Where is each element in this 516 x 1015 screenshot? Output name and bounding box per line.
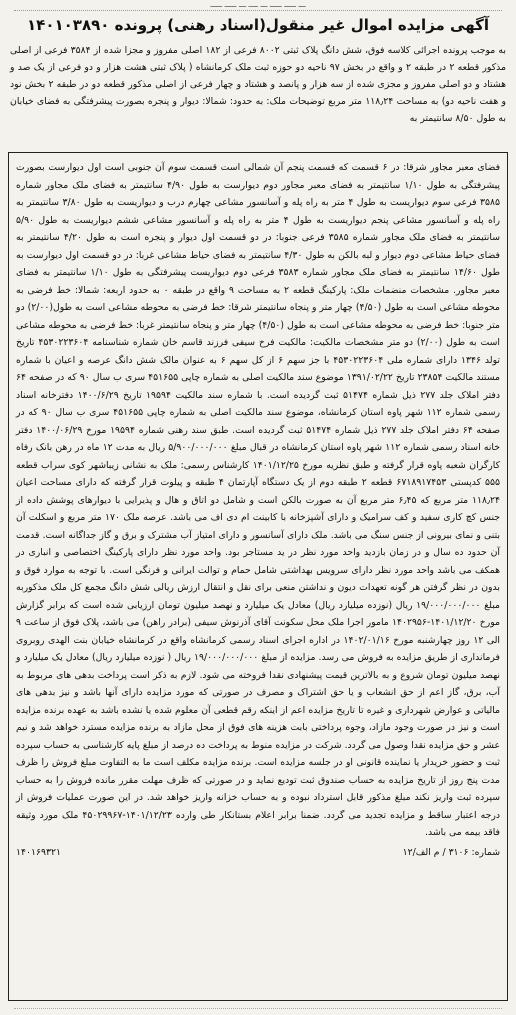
bottom-divider bbox=[14, 1008, 502, 1009]
notice-body-text: فضای معبر مجاور شرقا: در ۶ قسمت که قسمت پنجم آن شمالی است قسمت سوم آن جنوبی است اول دیوارست بصورت پیشرفتگی به طول ۱/۱۰ سانتیمتر به فضای معبر مجاور دوم دیوارست به طول ۴/۹۰ سانتیمتر به فضای ملک مجاور شماره ۳۵۸۵ فرعی سوم دیواریست به طول ۴ متر به راه پله و آسانسور مشاعی چهارم درب و دیواریست به طول ۳/۸۰ سانتیمتر به راه پله و آسانسور مشاعی پنجم دیواریست به طول ۴ متر به راه پله و آسانسور مشاعی ششم دیواریست به طول ۵/۹۰ سانتیمتر به فضای ملک مجاور شماره ۳۵۸۵ فرعی جنوبا: در دو قسمت اول دیوار و پنجره است به طول ۴/۲۰ سانتیمتر به فضای حیاط مشاعی دوم دیوار و لبه بالکن به طول ۴/۳۰ سانتیمتر به فضای حیاط مشاعی غربا: در دو قسمت اول دیوارست به طول ۱۴/۶۰ سانتیمتر به فضای ملک مجاور شماره ۳۵۸۳ فرعی دوم دیواریست پیشرفتگی به طول ۱/۱۰ سانتیمتر به فضای معبر مجاور. مشخصات منضمات ملک: پارکینگ قطعه ۲ به مساحت ۹ واقع در طبقه ۰ به حدود اربعه: شمالا: خط فرضی به محوطه مشاعی است به طول (۴/۵۰) چهار متر و پنجاه سانتیمتر شرقا: خط فرضی به محوطه مشاعی است به طول(۲/۰۰) دو متر جنوبا: خط فرضی به محوطه مشاعی است به طول (۴/۵۰) چهار متر و پنجاه سانتیمتر غربا: خط فرضی به محوطه مشاعی است به طول (۲/۰۰) دو متر مشخصات مالکیت: مالکیت فرخ سیفی فرزند قاسم خان شماره شناسنامه ۴۵۳۰۲۲۳۶۰۴ تاریخ تولد ۱۳۴۶ دارای شماره ملی ۴۵۳۰۲۲۳۶۰۴ با جز سهم ۶ از کل سهم ۶ به عنوان مالک شش دانگ عرصه و اعیان با شماره مستند مالکیت ۲۳۸۵۴ تاریخ ۱۳۹۱/۰۲/۲۲ موضوع سند مالکیت اصلی به شماره چاپی ۴۵۱۶۵۵ سری ب سال ۹۰ که در صفحه ۶۴ دفتر املاک جلد ۲۷۷ ذیل شماره ۵۱۴۷۴ ثبت گردیده است. با شماره سند مالکیت ۱۹۵۹۴ تاریخ ۱۴۰۰/۶/۲۹ دفترخانه اسناد رسمی شماره ۱۱۲ شهر پاوه استان کرمانشاه، موضوع سند مالکیت اصلی به شماره چاپی ۴۵۱۶۵۵ سری ب سال ۹۰ که در صفحه ۶۴ دفتر املاک جلد ۲۷۷ ذیل شماره ۵۱۴۷۴ ثبت گردیده است. طبق سند رهنی شماره ۱۹۵۹۴ مورخ ۱۴۰۰/۰۶/۲۹ دفتر خانه اسناد رسمی شماره ۱۱۲ شهر پاوه استان کرمانشاه در قبال مبلغ ۵/۹۰۰/۰۰۰/۰۰۰ ریال به مدت ۱۲ ماه در رهن بانک رفاه کارگران شعبه پاوه قرار گرفته و طبق نظریه مورخ ۱۴۰۱/۱۲/۲۵ کارشناس رسمی: ملک به نشانی زیباشهر کوی سراب قطعه ۵۵۵ کدپستی ۶۷۱۸۹۱۷۴۵۳ قطعه ۲ طبقه دوم از یک دستگاه آپارتمان ۴ طبقه و پیلوت قرار گرفته که دارای مساحت اعیان ۱۱۸٫۲۴ متر مربع که ۶٫۴۵ متر مربع آن به صورت بالکن است و شامل دو اتاق و هال و پذیرایی با دیوارهای پوشش داده از جنس کچ کاری سفید و کف سرامیک و دارای آشپزخانه با کابینت ام دی اف می باشد. عرصه ملک ۱۷۰ متر مربع و اسکلت آن بتنی و نمای بیرونی از جنس سنگ می باشد. ملک دارای آسانسور و دارای امتیاز آب مشترک و برق و گاز جداگانه است. قدمت آن حدود ده سال و در زمان بازدید واحد مورد نظر در ید مستاجر بود. واحد مورد نظر دارای پارکینگ اختصاصی و انباری در همکف می باشد واحد مورد نظر دارای سرویس بهداشتی شامل حمام و توالت ایرانی و فرنگی است. با توجه به موارد فوق و بدون در نظر گرفتن هر گونه تعهدات دیون و نداشتن منعی برای نقل و انتقال ارزش ریالی شش دانگ مجمع کل ملک مذکوربه مبلغ ۱۹/۰۰۰/۰۰۰/۰۰۰ ریال (نوزده میلیارد ریال) معادل یک میلیارد و نهصد میلیون تومان ارزیابی شده است که برابر گزارش مورخ ۱۴۰۱/۱۲/۲۰-۱۴۰۲۹۵۶ مامور اجرا ملک محل سکونت آقای آذرنوش سیفی (برادر راهن) می باشد، پلاک فوق از ساعت ۹ الی ۱۲ روز چهارشنبه مورخ ۱۴۰۲/۰۱/۱۶ در اداره اجرای اسناد رسمی کرمانشاه واقع در کرمانشاه خیابان بنت الهدی روبروی فرمانداری از طریق مزایده به فروش می رسد. مزایده از مبلغ ۱۹/۰۰۰/۰۰۰/۰۰۰ ریال ( نوزده میلیارد ریال) معادل یک میلیارد و نهصد میلیون تومان شروع و به بالاترین قیمت پیشنهادی نقدا فروخته می شود. لازم به ذکر است پرداخت بدهی های مربوط به آب، برق، گاز اعم از حق انشعاب و یا حق اشتراک و مصرف در صورتی که مورد مزایده دارای آنها باشد و نیز بدهی های مالیاتی و عوارض شهرداری و غیره تا تاریخ مزایده اعم از اینکه رقم قطعی آن معلوم شده یا نشده باشد به عهده برنده مزایده است و نیز در صورت وجود مازاد، وجوه پرداختی بابت هزینه های فوق از محل مازاد به برنده مزایده مسترد خواهد شد و نیم عشر و حق مزایده نقدا وصول می گردد. شرکت در مزایده منوط به پرداخت ده درصد از مبلغ پایه کارشناسی به حساب سپرده ثبت و حضور خریدار یا نماینده قانونی او در جلسه مزایده است. برنده مزایده مکلف است ما به التفاوت مبلغ فروش را ظرف مدت پنج روز از تاریخ مزایده به حساب صندوق ثبت تودیع نماید و در صورتی که ظرف مهلت مقرر مانده فروش را به حساب سپرده ثبت واریز نکند مبلغ مذکور قابل استرداد نبوده و به حساب خزانه واریز خواهد شد. در این صورت عملیات فروش از درجه اعتبار ساقط و مزایده تجدید می گردد. ضمنا برابر اعلام بستانکار طی وارده ۱۴۰۱/۱۲/۲۳-۴۵۰۲۹۹۶۷ ملک مورد وثیقه فاقد بیمه می باشد. bbox=[16, 162, 501, 838]
reference-label: شماره: ۳۱۰۶ / م الف/۱۲ bbox=[402, 846, 500, 858]
header-fragment: ـــ ـــــ ـــــ ـــ ــــ ـــ ـــــ ـــــ bbox=[14, 0, 502, 11]
notice-footer bbox=[16, 844, 500, 861]
newspaper-clipping bbox=[4, 0, 512, 1015]
intro-paragraph: به موجب پرونده اجرائی کلاسه فوق، شش دانگ پلاک ثبتی ۸۰۰۲ فرعی از ۱۸۲ اصلی مفروز و مجزا شده از ۳۵۸۴ فرعی از اصلی مذکور قطعه ۲ در طبقه ۲ و واقع در بخش ۹۷ ناحیه دو حوزه ثبت ملک کرمانشاه ( پلاک ثبتی هشت هزار و دو فرعی از یک صد و هشتاد و دو اصلی مفروز و مجزی شده از سه هزار و پانصد و هشتاد و چهار فرعی از اصلی مذکور قطعه دو در طبقه ۲ بخش نود و هفت ناحیه دو) به مساحت ۱۱۸٫۲۴ متر مربع توضیحات ملک: به حدود: شمالا: دیوار و پنجره بصورت پیشرفتگی به فضای خیابان به طول ۸/۵۰ سانتیمتر به bbox=[10, 45, 506, 124]
notice-title: آگهی مزایده اموال غیر منقول(اسناد رهنی) پرونده ۱۴۰۱۰۳۸۹۰ bbox=[27, 16, 489, 34]
notice-body-box bbox=[8, 152, 508, 1001]
reference-number: ۱۴۰۱۶۹۳۲۱ bbox=[16, 846, 61, 858]
